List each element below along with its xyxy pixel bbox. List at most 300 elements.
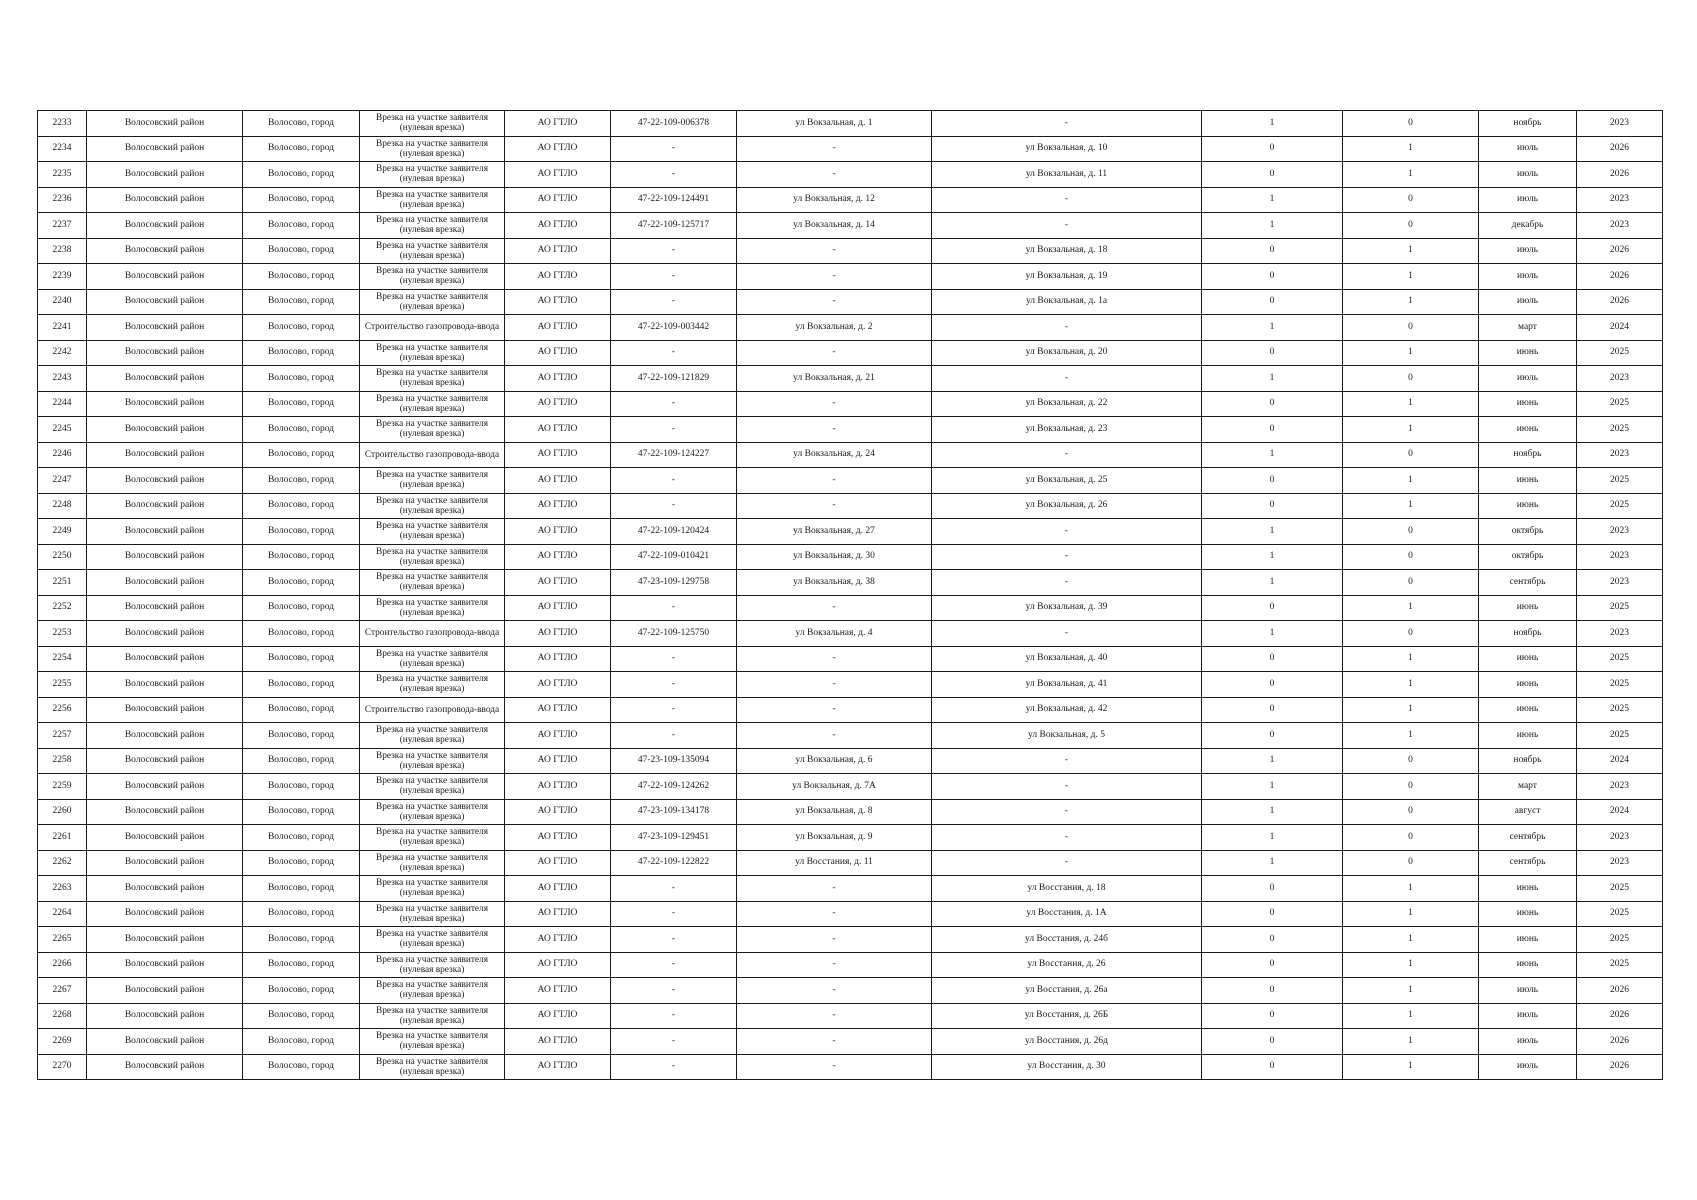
table-row: [38, 723, 1663, 749]
organization-cell: АО ГТЛО: [505, 927, 611, 953]
settlement-cell: Волосово, город: [243, 315, 360, 341]
row-number-cell: 2252: [38, 595, 87, 621]
planned-count-cell: 0: [1343, 850, 1479, 876]
planned-count-cell: 1: [1343, 1054, 1479, 1080]
month-cell: июль: [1479, 1029, 1577, 1055]
row-number-cell: 2256: [38, 697, 87, 723]
settlement-cell: Волосово, город: [243, 570, 360, 596]
row-number-cell: 2258: [38, 748, 87, 774]
cadastral-number-cell: 47-22-109-006378: [611, 111, 737, 137]
planned-count-cell: 1: [1343, 417, 1479, 443]
settlement-cell: Волосово, город: [243, 136, 360, 162]
month-cell: июль: [1479, 264, 1577, 290]
district-cell: Волосовский район: [87, 340, 243, 366]
address-done-cell: ул Вокзальная, д. 1: [737, 111, 932, 137]
cadastral-number-cell: 47-22-109-124262: [611, 774, 737, 800]
table-row: [38, 162, 1663, 188]
address-done-cell: ул Восстания, д. 11: [737, 850, 932, 876]
district-cell: Волосовский район: [87, 366, 243, 392]
organization-cell: АО ГТЛО: [505, 417, 611, 443]
cadastral-number-cell: -: [611, 978, 737, 1004]
address-done-cell: -: [737, 595, 932, 621]
table-row: [38, 850, 1663, 876]
settlement-cell: Волосово, город: [243, 595, 360, 621]
cadastral-number-cell: -: [611, 264, 737, 290]
address-planned-cell: ул Вокзальная, д. 1а: [932, 289, 1202, 315]
month-cell: март: [1479, 315, 1577, 341]
settlement-cell: Волосово, город: [243, 417, 360, 443]
table-row: [38, 1003, 1663, 1029]
row-number-cell: 2241: [38, 315, 87, 341]
month-cell: июль: [1479, 978, 1577, 1004]
month-cell: июнь: [1479, 646, 1577, 672]
address-done-cell: ул Вокзальная, д. 4: [737, 621, 932, 647]
district-cell: Волосовский район: [87, 238, 243, 264]
work-type-cell: Врезка на участке заявителя (нулевая врезка): [360, 468, 505, 494]
organization-cell: АО ГТЛО: [505, 570, 611, 596]
address-done-cell: -: [737, 927, 932, 953]
district-cell: Волосовский район: [87, 978, 243, 1004]
address-done-cell: -: [737, 417, 932, 443]
year-cell: 2023: [1577, 570, 1663, 596]
month-cell: июнь: [1479, 417, 1577, 443]
cadastral-number-cell: 47-22-109-121829: [611, 366, 737, 392]
work-type-cell: Врезка на участке заявителя (нулевая врезка): [360, 723, 505, 749]
address-planned-cell: -: [932, 111, 1202, 137]
address-done-cell: ул Вокзальная, д. 12: [737, 187, 932, 213]
district-cell: Волосовский район: [87, 876, 243, 902]
table-row: [38, 570, 1663, 596]
table-row: [38, 621, 1663, 647]
cadastral-number-cell: -: [611, 162, 737, 188]
organization-cell: АО ГТЛО: [505, 442, 611, 468]
month-cell: июнь: [1479, 672, 1577, 698]
year-cell: 2023: [1577, 774, 1663, 800]
month-cell: июнь: [1479, 901, 1577, 927]
address-done-cell: -: [737, 1003, 932, 1029]
work-type-cell: Врезка на участке заявителя (нулевая врезка): [360, 366, 505, 392]
address-done-cell: ул Вокзальная, д. 38: [737, 570, 932, 596]
planned-count-cell: 1: [1343, 238, 1479, 264]
work-type-cell: Врезка на участке заявителя (нулевая врезка): [360, 340, 505, 366]
address-planned-cell: ул Восстания, д. 26Б: [932, 1003, 1202, 1029]
year-cell: 2026: [1577, 238, 1663, 264]
table-body: [38, 111, 1663, 1080]
completed-count-cell: 1: [1202, 621, 1343, 647]
year-cell: 2025: [1577, 340, 1663, 366]
district-cell: Волосовский район: [87, 748, 243, 774]
district-cell: Волосовский район: [87, 162, 243, 188]
organization-cell: АО ГТЛО: [505, 672, 611, 698]
completed-count-cell: 1: [1202, 519, 1343, 545]
cadastral-number-cell: -: [611, 1029, 737, 1055]
district-cell: Волосовский район: [87, 417, 243, 443]
table-row: [38, 1054, 1663, 1080]
settlement-cell: Волосово, город: [243, 1029, 360, 1055]
address-planned-cell: -: [932, 315, 1202, 341]
work-type-cell: Врезка на участке заявителя (нулевая врезка): [360, 646, 505, 672]
district-cell: Волосовский район: [87, 213, 243, 239]
year-cell: 2025: [1577, 723, 1663, 749]
year-cell: 2026: [1577, 1029, 1663, 1055]
cadastral-number-cell: -: [611, 952, 737, 978]
organization-cell: АО ГТЛО: [505, 238, 611, 264]
planned-count-cell: 0: [1343, 111, 1479, 137]
work-type-cell: Врезка на участке заявителя (нулевая врезка): [360, 238, 505, 264]
planned-count-cell: 1: [1343, 646, 1479, 672]
table-row: [38, 544, 1663, 570]
work-type-cell: Врезка на участке заявителя (нулевая врезка): [360, 289, 505, 315]
address-planned-cell: -: [932, 213, 1202, 239]
work-type-cell: Врезка на участке заявителя (нулевая врезка): [360, 927, 505, 953]
table-row: [38, 952, 1663, 978]
year-cell: 2026: [1577, 264, 1663, 290]
row-number-cell: 2261: [38, 825, 87, 851]
address-planned-cell: ул Вокзальная, д. 41: [932, 672, 1202, 698]
table-row: [38, 748, 1663, 774]
row-number-cell: 2248: [38, 493, 87, 519]
month-cell: июль: [1479, 1054, 1577, 1080]
cadastral-number-cell: -: [611, 391, 737, 417]
organization-cell: АО ГТЛО: [505, 850, 611, 876]
row-number-cell: 2269: [38, 1029, 87, 1055]
district-cell: Волосовский район: [87, 850, 243, 876]
address-planned-cell: ул Восстания, д. 24б: [932, 927, 1202, 953]
row-number-cell: 2251: [38, 570, 87, 596]
cadastral-number-cell: 47-23-109-135094: [611, 748, 737, 774]
district-cell: Волосовский район: [87, 1029, 243, 1055]
gas-connection-table: [37, 110, 1663, 1080]
settlement-cell: Волосово, город: [243, 697, 360, 723]
table-row: [38, 391, 1663, 417]
cadastral-number-cell: 47-23-109-129451: [611, 825, 737, 851]
work-type-cell: Врезка на участке заявителя (нулевая врезка): [360, 136, 505, 162]
completed-count-cell: 0: [1202, 264, 1343, 290]
completed-count-cell: 1: [1202, 748, 1343, 774]
cadastral-number-cell: -: [611, 595, 737, 621]
planned-count-cell: 0: [1343, 774, 1479, 800]
address-planned-cell: ул Вокзальная, д. 23: [932, 417, 1202, 443]
planned-count-cell: 1: [1343, 927, 1479, 953]
completed-count-cell: 1: [1202, 799, 1343, 825]
year-cell: 2023: [1577, 544, 1663, 570]
month-cell: сентябрь: [1479, 825, 1577, 851]
work-type-cell: Врезка на участке заявителя (нулевая врезка): [360, 901, 505, 927]
planned-count-cell: 1: [1343, 289, 1479, 315]
address-planned-cell: ул Восстания, д. 26д: [932, 1029, 1202, 1055]
address-planned-cell: -: [932, 187, 1202, 213]
completed-count-cell: 0: [1202, 697, 1343, 723]
settlement-cell: Волосово, город: [243, 978, 360, 1004]
planned-count-cell: 0: [1343, 825, 1479, 851]
row-number-cell: 2234: [38, 136, 87, 162]
year-cell: 2025: [1577, 927, 1663, 953]
organization-cell: АО ГТЛО: [505, 136, 611, 162]
year-cell: 2023: [1577, 519, 1663, 545]
address-done-cell: -: [737, 697, 932, 723]
organization-cell: АО ГТЛО: [505, 723, 611, 749]
cadastral-number-cell: 47-22-109-125717: [611, 213, 737, 239]
row-number-cell: 2236: [38, 187, 87, 213]
year-cell: 2025: [1577, 417, 1663, 443]
cadastral-number-cell: -: [611, 136, 737, 162]
planned-count-cell: 1: [1343, 697, 1479, 723]
work-type-cell: Врезка на участке заявителя (нулевая врезка): [360, 748, 505, 774]
month-cell: июнь: [1479, 468, 1577, 494]
table-row: [38, 493, 1663, 519]
row-number-cell: 2242: [38, 340, 87, 366]
month-cell: июнь: [1479, 493, 1577, 519]
year-cell: 2025: [1577, 493, 1663, 519]
district-cell: Волосовский район: [87, 493, 243, 519]
planned-count-cell: 0: [1343, 366, 1479, 392]
address-done-cell: ул Вокзальная, д. 14: [737, 213, 932, 239]
cadastral-number-cell: 47-23-109-134178: [611, 799, 737, 825]
table-row: [38, 595, 1663, 621]
address-planned-cell: ул Восстания, д. 1А: [932, 901, 1202, 927]
completed-count-cell: 1: [1202, 111, 1343, 137]
work-type-cell: Врезка на участке заявителя (нулевая врезка): [360, 1054, 505, 1080]
district-cell: Волосовский район: [87, 391, 243, 417]
row-number-cell: 2254: [38, 646, 87, 672]
settlement-cell: Волосово, город: [243, 264, 360, 290]
completed-count-cell: 0: [1202, 646, 1343, 672]
work-type-cell: Врезка на участке заявителя (нулевая врезка): [360, 1029, 505, 1055]
organization-cell: АО ГТЛО: [505, 213, 611, 239]
district-cell: Волосовский район: [87, 1054, 243, 1080]
settlement-cell: Волосово, город: [243, 850, 360, 876]
address-planned-cell: ул Вокзальная, д. 22: [932, 391, 1202, 417]
address-planned-cell: -: [932, 748, 1202, 774]
planned-count-cell: 0: [1343, 442, 1479, 468]
planned-count-cell: 0: [1343, 799, 1479, 825]
table-row: [38, 238, 1663, 264]
year-cell: 2025: [1577, 952, 1663, 978]
table-row: [38, 366, 1663, 392]
address-done-cell: -: [737, 340, 932, 366]
year-cell: 2026: [1577, 136, 1663, 162]
cadastral-number-cell: 47-22-109-122822: [611, 850, 737, 876]
work-type-cell: Врезка на участке заявителя (нулевая врезка): [360, 978, 505, 1004]
address-planned-cell: -: [932, 519, 1202, 545]
completed-count-cell: 1: [1202, 544, 1343, 570]
work-type-cell: Врезка на участке заявителя (нулевая врезка): [360, 825, 505, 851]
planned-count-cell: 1: [1343, 162, 1479, 188]
address-planned-cell: ул Вокзальная, д. 20: [932, 340, 1202, 366]
table-row: [38, 519, 1663, 545]
organization-cell: АО ГТЛО: [505, 901, 611, 927]
work-type-cell: Врезка на участке заявителя (нулевая врезка): [360, 391, 505, 417]
row-number-cell: 2240: [38, 289, 87, 315]
address-done-cell: -: [737, 646, 932, 672]
settlement-cell: Волосово, город: [243, 825, 360, 851]
organization-cell: АО ГТЛО: [505, 646, 611, 672]
completed-count-cell: 1: [1202, 850, 1343, 876]
year-cell: 2026: [1577, 162, 1663, 188]
district-cell: Волосовский район: [87, 136, 243, 162]
address-planned-cell: ул Вокзальная, д. 40: [932, 646, 1202, 672]
settlement-cell: Волосово, город: [243, 799, 360, 825]
cadastral-number-cell: -: [611, 697, 737, 723]
row-number-cell: 2259: [38, 774, 87, 800]
cadastral-number-cell: 47-23-109-129758: [611, 570, 737, 596]
settlement-cell: Волосово, город: [243, 187, 360, 213]
row-number-cell: 2247: [38, 468, 87, 494]
row-number-cell: 2244: [38, 391, 87, 417]
row-number-cell: 2243: [38, 366, 87, 392]
row-number-cell: 2257: [38, 723, 87, 749]
settlement-cell: Волосово, город: [243, 442, 360, 468]
organization-cell: АО ГТЛО: [505, 1003, 611, 1029]
year-cell: 2025: [1577, 697, 1663, 723]
settlement-cell: Волосово, город: [243, 493, 360, 519]
row-number-cell: 2249: [38, 519, 87, 545]
address-planned-cell: ул Вокзальная, д. 5: [932, 723, 1202, 749]
address-done-cell: -: [737, 289, 932, 315]
organization-cell: АО ГТЛО: [505, 289, 611, 315]
table-row: [38, 774, 1663, 800]
address-planned-cell: -: [932, 570, 1202, 596]
planned-count-cell: 1: [1343, 952, 1479, 978]
planned-count-cell: 1: [1343, 391, 1479, 417]
month-cell: июнь: [1479, 697, 1577, 723]
completed-count-cell: 1: [1202, 570, 1343, 596]
work-type-cell: Врезка на участке заявителя (нулевая врезка): [360, 1003, 505, 1029]
district-cell: Волосовский район: [87, 544, 243, 570]
completed-count-cell: 0: [1202, 391, 1343, 417]
address-done-cell: ул Вокзальная, д. 8: [737, 799, 932, 825]
organization-cell: АО ГТЛО: [505, 774, 611, 800]
month-cell: декабрь: [1479, 213, 1577, 239]
completed-count-cell: 1: [1202, 315, 1343, 341]
month-cell: сентябрь: [1479, 850, 1577, 876]
month-cell: июль: [1479, 366, 1577, 392]
settlement-cell: Волосово, город: [243, 927, 360, 953]
work-type-cell: Врезка на участке заявителя (нулевая врезка): [360, 850, 505, 876]
completed-count-cell: 0: [1202, 1054, 1343, 1080]
year-cell: 2024: [1577, 748, 1663, 774]
cadastral-number-cell: 47-22-109-010421: [611, 544, 737, 570]
settlement-cell: Волосово, город: [243, 289, 360, 315]
year-cell: 2025: [1577, 876, 1663, 902]
address-planned-cell: -: [932, 774, 1202, 800]
table-row: [38, 697, 1663, 723]
address-done-cell: -: [737, 264, 932, 290]
table-row: [38, 468, 1663, 494]
month-cell: ноябрь: [1479, 621, 1577, 647]
address-planned-cell: ул Восстания, д. 26: [932, 952, 1202, 978]
completed-count-cell: 0: [1202, 952, 1343, 978]
district-cell: Волосовский район: [87, 264, 243, 290]
address-done-cell: -: [737, 1029, 932, 1055]
planned-count-cell: 0: [1343, 544, 1479, 570]
row-number-cell: 2268: [38, 1003, 87, 1029]
address-done-cell: -: [737, 901, 932, 927]
address-done-cell: ул Вокзальная, д. 6: [737, 748, 932, 774]
completed-count-cell: 1: [1202, 366, 1343, 392]
address-done-cell: -: [737, 162, 932, 188]
cadastral-number-cell: -: [611, 723, 737, 749]
district-cell: Волосовский район: [87, 595, 243, 621]
completed-count-cell: 0: [1202, 927, 1343, 953]
table-row: [38, 213, 1663, 239]
planned-count-cell: 1: [1343, 136, 1479, 162]
address-done-cell: -: [737, 672, 932, 698]
completed-count-cell: 1: [1202, 442, 1343, 468]
row-number-cell: 2235: [38, 162, 87, 188]
planned-count-cell: 1: [1343, 264, 1479, 290]
month-cell: октябрь: [1479, 519, 1577, 545]
month-cell: март: [1479, 774, 1577, 800]
table-row: [38, 672, 1663, 698]
completed-count-cell: 0: [1202, 978, 1343, 1004]
planned-count-cell: 0: [1343, 570, 1479, 596]
organization-cell: АО ГТЛО: [505, 519, 611, 545]
organization-cell: АО ГТЛО: [505, 876, 611, 902]
work-type-cell: Врезка на участке заявителя (нулевая врезка): [360, 187, 505, 213]
settlement-cell: Волосово, город: [243, 952, 360, 978]
table-row: [38, 825, 1663, 851]
address-done-cell: -: [737, 391, 932, 417]
work-type-cell: Врезка на участке заявителя (нулевая врезка): [360, 952, 505, 978]
cadastral-number-cell: -: [611, 493, 737, 519]
row-number-cell: 2237: [38, 213, 87, 239]
address-done-cell: ул Вокзальная, д. 9: [737, 825, 932, 851]
year-cell: 2025: [1577, 646, 1663, 672]
cadastral-number-cell: -: [611, 646, 737, 672]
row-number-cell: 2264: [38, 901, 87, 927]
planned-count-cell: 1: [1343, 876, 1479, 902]
organization-cell: АО ГТЛО: [505, 748, 611, 774]
settlement-cell: Волосово, город: [243, 162, 360, 188]
settlement-cell: Волосово, город: [243, 111, 360, 137]
year-cell: 2023: [1577, 111, 1663, 137]
month-cell: июнь: [1479, 723, 1577, 749]
planned-count-cell: 1: [1343, 672, 1479, 698]
district-cell: Волосовский район: [87, 111, 243, 137]
completed-count-cell: 0: [1202, 468, 1343, 494]
district-cell: Волосовский район: [87, 774, 243, 800]
address-planned-cell: -: [932, 366, 1202, 392]
month-cell: октябрь: [1479, 544, 1577, 570]
completed-count-cell: 0: [1202, 876, 1343, 902]
completed-count-cell: 0: [1202, 595, 1343, 621]
organization-cell: АО ГТЛО: [505, 468, 611, 494]
planned-count-cell: 1: [1343, 901, 1479, 927]
district-cell: Волосовский район: [87, 187, 243, 213]
settlement-cell: Волосово, город: [243, 238, 360, 264]
settlement-cell: Волосово, город: [243, 1054, 360, 1080]
settlement-cell: Волосово, город: [243, 213, 360, 239]
work-type-cell: Врезка на участке заявителя (нулевая врезка): [360, 672, 505, 698]
month-cell: июль: [1479, 187, 1577, 213]
planned-count-cell: 0: [1343, 621, 1479, 647]
address-done-cell: ул Вокзальная, д. 21: [737, 366, 932, 392]
address-done-cell: ул Вокзальная, д. 24: [737, 442, 932, 468]
cadastral-number-cell: -: [611, 289, 737, 315]
planned-count-cell: 1: [1343, 1003, 1479, 1029]
organization-cell: АО ГТЛО: [505, 697, 611, 723]
table-row: [38, 315, 1663, 341]
completed-count-cell: 0: [1202, 136, 1343, 162]
work-type-cell: Врезка на участке заявителя (нулевая врезка): [360, 799, 505, 825]
table-row: [38, 901, 1663, 927]
settlement-cell: Волосово, город: [243, 1003, 360, 1029]
year-cell: 2024: [1577, 315, 1663, 341]
row-number-cell: 2262: [38, 850, 87, 876]
table-row: [38, 876, 1663, 902]
district-cell: Волосовский район: [87, 825, 243, 851]
